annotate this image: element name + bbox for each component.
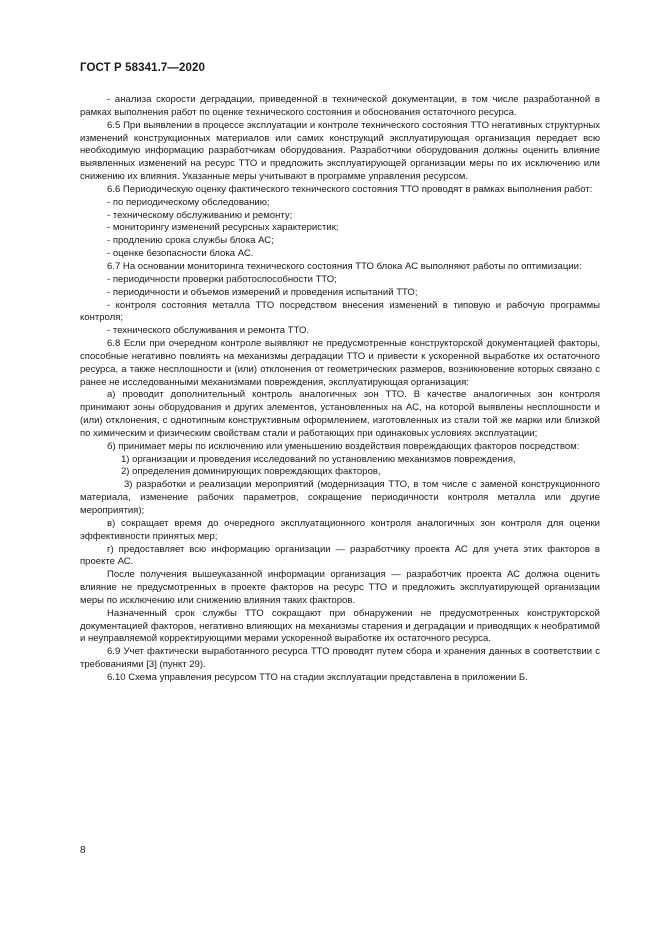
paragraph: 6.7 На основании мониторинга технического состояния ТТО блока АС выполняют работы по оптимизации: [107,260,582,272]
paragraph: 6.6 Периодическую оценку фактического технического состояния ТТО проводят в рамках выполнения работ: [107,183,593,195]
paragraph: 6.10 Схема управления ресурсом ТТО на стадии эксплуатации представлена в приложении Б. [107,671,528,683]
list-item: - продлению срока службы блока АС; [107,235,274,247]
list-item: - периодичности и объемов измерений и проведения испытаний ТТО; [107,286,418,298]
paragraph: б) принимает меры по исключению или уменьшению воздействия повреждающих факторов посредством: [107,440,580,452]
list-item: - техническому обслуживанию и ремонту; [107,209,293,221]
document-body [80,94,600,685]
paragraph: 6.8 Если при очередном контроле выявляют не предусмотренные конструкторской документацией факторы, способные негативно повлиять на механизмы деградации ТТО и привести к ускоренной выработке их остаточного ресурса, а также несплошности и (или) отклонения от геометрических размеров, возникновение которых связано с ранее не исследованными механизмами повреждения, эксплуатирующая организация: [80,338,600,388]
paragraph: - анализа скорости деградации, приведенной в технической документации, в том числе разработанной в рамках выполнения работ по оценке технического состояния и обоснования остаточного ресурса. [80,94,600,118]
document-header: ГОСТ Р 58341.7—2020 [80,62,205,74]
paragraph: г) предоставляет всю информацию организации — разработчику проекта АС для учета этих факторов в проекте АС. [80,543,600,568]
paragraph: а) проводит дополнительный контроль аналогичных зон ТТО. В качестве аналогичных зон контроля принимают зоны оборудования и других элементов, установленных на АС, на которой выявлены несплошности и (или) отклонения, с однотипным конструктивным оформлением, изготовленных из стали той же марки или близкой по химическим и физическим свойствам стали и работающих при одинаковых условиях эксплуатации; [80,389,600,439]
paragraph: 6.9 Учет фактически выработанного ресурса ТТО проводят путем сбора и хранения данных в соответствии с требованиями [3] (пункт 29). [80,646,600,671]
paragraph: Назначенный срок службы ТТО сокращают при обнаружении не предусмотренных конструкторской документацией факторов, негативно влияющих на механизмы старения и деградации и приводящих к необратимой и неуправляемой корректирующими мерами ускоренной выработке их остаточного ресурса. [80,607,600,645]
list-item: - по периодическому обследованию; [107,196,270,208]
list-item: - мониторингу изменений ресурсных характеристик; [107,222,339,234]
sub-list-item: 3) разработки и реализации мероприятий (модернизация ТТО, в том числе с заменой конструкционного материала, изменение рабочих параметров, сокращение периодичности контроля металла или другие мероприятия); [80,479,600,516]
list-item: - технического обслуживания и ремонта ТТО. [107,325,310,337]
sub-list-item: 1) организации и проведения исследований по установлению механизмов повреждения, [121,453,516,465]
list-item: - оценке безопасности блока АС. [107,248,254,260]
list-item: - периодичности проверки работоспособности ТТО; [107,273,337,285]
paragraph: После получения вышеуказанной информации организация — разработчик проекта АС должна оценить влияние не предусмотренных в проекте факторов на ресурс ТТО и предложить эксплуатирующей организации меры по исключению или снижению влияния таких факторов. [80,569,600,606]
page-number: 8 [80,845,86,856]
paragraph: 6.5 При выявлении в процессе эксплуатации и контроле технического состояния ТТО негативных структурных изменений конструкционных материалов или самих конструкций эксплуатирующая организация передает всю необходимую информацию разработчикам оборудования. Разработчики оборудования должны оценить влияние выявленных изменений на ресурс ТТО и предложить эксплуатирующей организации меры по их исключению или снижению их влияния. Указанные меры учитывают в программе управления ресурсом. [80,119,600,183]
list-item: - контроля состояния металла ТТО посредством внесения изменений в типовую и рабочую программы контроля; [80,299,600,324]
sub-list-item: 2) определения доминирующих повреждающих факторов, [121,466,381,478]
paragraph: в) сокращает время до очередного эксплуатационного контроля аналогичных зон контроля для оценки эффективности принятых мер; [80,517,600,542]
